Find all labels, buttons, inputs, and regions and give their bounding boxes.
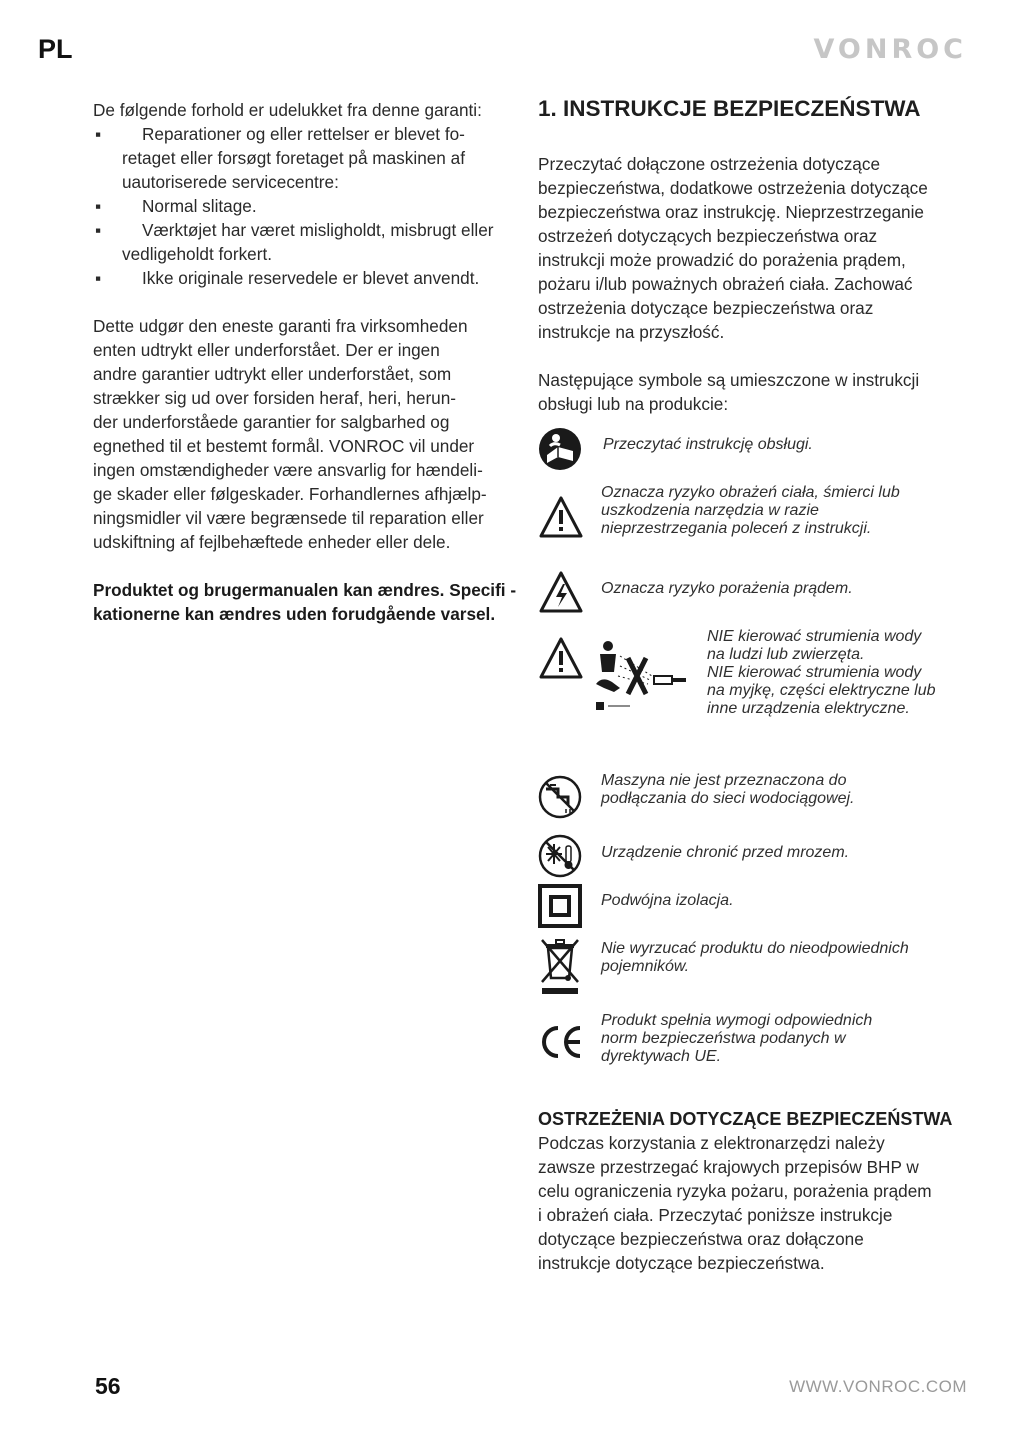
text-line: instrukcje na przyszłość. bbox=[538, 322, 725, 342]
text-line: pożaru i/lub poważnych obrażeń ciała. Zachować bbox=[538, 274, 913, 294]
no-water-jet-icon bbox=[590, 636, 690, 720]
ce-mark-icon bbox=[538, 1022, 584, 1062]
language-code: PL bbox=[38, 34, 73, 64]
left-column bbox=[93, 98, 533, 626]
electric-shock-icon bbox=[538, 570, 584, 614]
symbol-description-ce: Produkt spełnia wymogi odpowiednich norm bezpieczeństwa podanych w dyrektywach UE. bbox=[601, 1012, 873, 1065]
text-line: ostrzeżeń dotyczących bezpieczeństwa oraz bbox=[538, 226, 878, 246]
text-line: Podczas korzystania z elektronarzędzi należy bbox=[538, 1133, 885, 1153]
text-line: bezpieczeństwa oraz instrukcję. Nieprzestrzeganie bbox=[538, 202, 924, 222]
symbol-description-electric-shock: Oznacza ryzyko porażenia prądem. bbox=[601, 580, 853, 597]
symbol-description-warning: Oznacza ryzyko obrażeń ciała, śmierci lub uszkodzenia narzędzia w razie nieprzestrzegania poleceń z instrukcji. bbox=[601, 484, 900, 537]
text-line: zawsze przestrzegać krajowych przepisów BHP w bbox=[538, 1157, 919, 1177]
warnings-heading: OSTRZEŻENIA DOTYCZĄCE BEZPIECZEŃSTWA bbox=[538, 1109, 953, 1129]
text-line: enten udtrykt eller underforstået. Der er ingen bbox=[93, 340, 440, 360]
bullet-icon: ▪ bbox=[95, 268, 102, 288]
list-item: ▪ Normal slitage. bbox=[95, 196, 257, 216]
right-column bbox=[538, 94, 978, 416]
symbols-intro bbox=[538, 368, 978, 416]
section-title: 1. INSTRUKCJE BEZPIECZEŃSTWA bbox=[538, 96, 921, 121]
text-line: instrukcje dotyczące bezpieczeństwa. bbox=[538, 1253, 825, 1273]
text-line: ingen omstændigheder være ansvarlig for hændeli- bbox=[93, 460, 483, 480]
text-line: Produktet og brugermanualen kan ændres. Specifi - bbox=[93, 580, 517, 600]
list-item-continuation: uautoriserede servicecentre: bbox=[122, 172, 339, 192]
bullet-icon: ▪ bbox=[95, 220, 102, 240]
text-line: bezpieczeństwa, dodatkowe ostrzeżenia dotyczące bbox=[538, 178, 928, 198]
list-item: ▪ Værktøjet har været misligholdt, misbrugt eller bbox=[95, 220, 494, 240]
text-line: i obrażeń ciała. Przeczytać poniższe instrukcje bbox=[538, 1205, 893, 1225]
website-url: WWW.VONROC.COM bbox=[789, 1377, 967, 1396]
symbol-description-no-water-mains: Maszyna nie jest przeznaczona do podłączania do sieci wodociągowej. bbox=[601, 772, 855, 807]
text-line: obsługi lub na produkcie: bbox=[538, 394, 729, 414]
change-notice bbox=[93, 578, 533, 626]
exclusion-list bbox=[93, 122, 533, 290]
text-line: Następujące symbole są umieszczone w instrukcji bbox=[538, 370, 920, 390]
bullet-icon: ▪ bbox=[95, 196, 102, 216]
list-item: ▪ Ikke originale reservedele er blevet anvendt. bbox=[95, 268, 480, 288]
no-water-mains-icon bbox=[538, 775, 582, 819]
text-line: egnethed til et bestemt formål. VONROC vil under bbox=[93, 436, 475, 456]
frost-protection-icon bbox=[538, 834, 582, 878]
symbol-description-read-manual: Przeczytać instrukcję obsługi. bbox=[603, 436, 813, 453]
warning-icon bbox=[538, 636, 584, 680]
double-insulation-icon bbox=[538, 884, 582, 928]
text-line: der underforståede garantier for salgbarhed og bbox=[93, 412, 450, 432]
warranty-intro: De følgende forhold er udelukket fra denne garanti: bbox=[93, 100, 482, 120]
list-item-continuation: retaget eller forsøgt foretaget på maskinen af bbox=[122, 148, 465, 168]
warranty-paragraph bbox=[93, 314, 533, 554]
text-line: kationerne kan ændres uden forudgående varsel. bbox=[93, 604, 496, 624]
text-line: instrukcji może prowadzić do porażenia prądem, bbox=[538, 250, 906, 270]
symbol-description-frost: Urządzenie chronić przed mrozem. bbox=[601, 844, 850, 861]
safety-warnings-section bbox=[538, 1107, 978, 1275]
text-line: dotyczące bezpieczeństwa oraz dołączone bbox=[538, 1229, 864, 1249]
read-manual-icon bbox=[538, 427, 582, 471]
text-line: ostrzeżenia dotyczące bezpieczeństwa oraz bbox=[538, 298, 874, 318]
text-line: udskiftning af fejlbehæftede enheder eller dele. bbox=[93, 532, 451, 552]
weee-bin-icon bbox=[538, 936, 582, 998]
symbol-description-double-insulation: Podwójna izolacja. bbox=[601, 892, 734, 909]
text-line: andre garantier udtrykt eller underforstået, som bbox=[93, 364, 452, 384]
page-number: 56 bbox=[95, 1373, 121, 1399]
list-item: ▪ Reparationer og eller rettelser er blevet fo- bbox=[95, 124, 465, 144]
brand-logo: VONROC bbox=[813, 34, 967, 65]
text-line: Dette udgør den eneste garanti fra virksomheden bbox=[93, 316, 468, 336]
warning-icon bbox=[538, 495, 584, 539]
text-line: ningsmidler vil være begrænsede til reparation eller bbox=[93, 508, 484, 528]
text-line: celu ograniczenia ryzyka pożaru, porażenia prądem bbox=[538, 1181, 932, 1201]
text-line: ge skader eller følgeskader. Forhandlernes afhjælp- bbox=[93, 484, 487, 504]
text-line: strækker sig ud over forsiden heraf, heri, herun- bbox=[93, 388, 457, 408]
list-item-continuation: vedligeholdt forkert. bbox=[122, 244, 272, 264]
symbol-description-no-water-jet: NIE kierować strumienia wody na ludzi lub zwierzęta. NIE kierować strumienia wody na myjkę, części elektryczne lub inne urządzenia elektryczne. bbox=[707, 628, 936, 717]
symbol-description-weee: Nie wyrzucać produktu do nieodpowiednich pojemników. bbox=[601, 940, 909, 975]
bullet-icon: ▪ bbox=[95, 124, 102, 144]
safety-intro bbox=[538, 152, 978, 344]
text-line: Przeczytać dołączone ostrzeżenia dotyczące bbox=[538, 154, 881, 174]
